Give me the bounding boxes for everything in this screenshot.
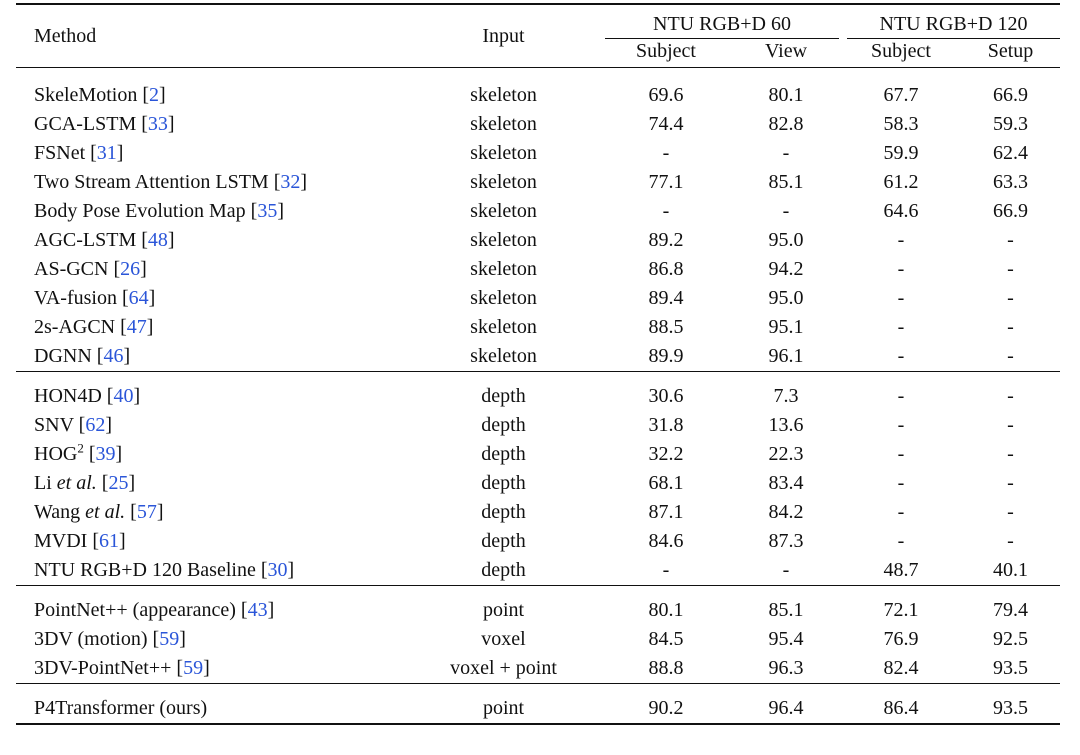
method-cell: Body Pose Evolution Map [35] [34, 200, 285, 222]
method-name: Li [34, 472, 52, 494]
view-60-cell: 96.1 [768, 345, 804, 367]
view-60-cell: 94.2 [768, 258, 804, 280]
method-cell: Wang et al. [57] [34, 501, 164, 523]
view-60-cell: 87.3 [768, 530, 804, 552]
table-row [16, 469, 1060, 498]
subject-60-cell: 89.4 [648, 287, 684, 309]
input-cell: skeleton [470, 171, 537, 193]
header-input: Input [406, 4, 601, 68]
subject-120-cell: 58.3 [883, 113, 919, 135]
setup-120-cell: 66.9 [993, 200, 1028, 222]
method-name: DGNN [34, 345, 92, 367]
table-row [16, 625, 1060, 654]
table-body [16, 68, 1060, 725]
subject-60-cell: 69.6 [648, 84, 684, 106]
view-60-cell: 95.1 [768, 316, 804, 338]
method-name: P4Transformer (ours) [34, 697, 208, 719]
subject-60-cell: - [662, 559, 670, 581]
setup-120-cell: - [1007, 258, 1014, 280]
method-cell: Li et al. [25] [34, 472, 136, 494]
setup-120-cell: - [1007, 229, 1014, 251]
table-row [16, 255, 1060, 284]
setup-120-cell: 59.3 [993, 113, 1028, 135]
table-row [16, 81, 1060, 110]
subject-60-cell: 88.8 [648, 657, 684, 679]
method-cell: Two Stream Attention LSTM [32] [34, 171, 308, 193]
input-cell: depth [481, 385, 526, 407]
subject-120-cell: - [897, 385, 905, 407]
table-row [16, 596, 1060, 625]
subject-120-cell: - [897, 345, 905, 367]
subject-120-cell: - [897, 501, 905, 523]
citation-link: 25 [108, 472, 129, 494]
subject-120-cell: - [897, 472, 905, 494]
view-60-cell: 95.4 [768, 628, 804, 650]
header-subject-120: Subject [871, 40, 931, 62]
citation-link: 62 [85, 414, 106, 436]
input-cell: depth [481, 443, 526, 465]
header-group-ntu60-label: NTU RGB+D 60 [605, 13, 839, 39]
subject-120-cell: - [897, 316, 905, 338]
header-setup-120: Setup [987, 40, 1034, 62]
method-cell: NTU RGB+D 120 Baseline [30] [34, 559, 295, 581]
table-row [16, 411, 1060, 440]
citation-link: 32 [280, 171, 301, 193]
setup-120-cell: - [1007, 287, 1014, 309]
setup-120-cell: - [1007, 316, 1014, 338]
view-60-cell: 80.1 [768, 84, 804, 106]
setup-120-cell: 93.5 [993, 657, 1028, 679]
setup-120-cell: 92.5 [993, 628, 1028, 650]
subject-120-cell: 48.7 [883, 559, 919, 581]
subject-120-cell: 72.1 [883, 599, 919, 621]
method-name: 3DV-PointNet++ [34, 657, 172, 679]
method-name: MVDI [34, 530, 88, 552]
table-row [16, 342, 1060, 372]
subject-120-cell: 82.4 [883, 657, 919, 679]
method-name: GCA-LSTM [34, 113, 137, 135]
citation-link: 64 [128, 287, 149, 309]
input-cell: skeleton [470, 200, 537, 222]
input-cell: skeleton [470, 84, 537, 106]
view-60-cell: 96.3 [768, 657, 804, 679]
method-name: FSNet [34, 142, 86, 164]
setup-120-cell: 40.1 [993, 559, 1028, 581]
citation-link: 59 [183, 657, 204, 679]
separator-cell [16, 586, 1060, 597]
view-60-cell: - [782, 200, 790, 222]
input-cell: skeleton [470, 229, 537, 251]
method-name: AGC-LSTM [34, 229, 137, 251]
subject-60-cell: 84.5 [648, 628, 684, 650]
header-group-ntu120 [841, 4, 1060, 39]
table-row [16, 498, 1060, 527]
header-view-60: View [764, 40, 808, 62]
subject-60-cell: 86.8 [648, 258, 684, 280]
table-row [16, 556, 1060, 586]
setup-120-cell: 79.4 [993, 599, 1028, 621]
citation-link: 48 [147, 229, 168, 251]
view-60-cell: 13.6 [768, 414, 804, 436]
subject-120-cell: - [897, 443, 905, 465]
method-name: Body Pose Evolution Map [34, 200, 246, 222]
setup-120-cell: - [1007, 345, 1014, 367]
subject-120-cell: - [897, 414, 905, 436]
method-cell: SNV [62] [34, 414, 112, 436]
citation-link: 39 [95, 443, 116, 465]
citation-link: 47 [126, 316, 147, 338]
table-row [16, 654, 1060, 684]
header-method: Method [16, 4, 406, 68]
subject-60-cell: 32.2 [648, 443, 684, 465]
method-name: AS-GCN [34, 258, 109, 280]
results-table [16, 3, 1060, 725]
method-name: Two Stream Attention LSTM [34, 171, 269, 193]
section-separator [16, 586, 1060, 597]
table-row [16, 382, 1060, 411]
method-cell: AGC-LSTM [48] [34, 229, 175, 251]
citation-link: 30 [267, 559, 288, 581]
method-italic: et al. [85, 501, 126, 523]
method-name: NTU RGB+D 120 Baseline [34, 559, 256, 581]
view-60-cell: 82.8 [768, 113, 804, 135]
view-60-cell: 95.0 [768, 229, 804, 251]
method-cell: 3DV (motion) [59] [34, 628, 186, 650]
citation-link: 46 [103, 345, 124, 367]
view-60-cell: 85.1 [768, 171, 804, 193]
separator-cell [16, 372, 1060, 383]
input-cell: depth [481, 414, 526, 436]
subject-60-cell: - [662, 200, 670, 222]
citation-link: 61 [99, 530, 120, 552]
view-60-cell: 95.0 [768, 287, 804, 309]
citation-link: 2 [149, 84, 160, 106]
method-cell [16, 694, 406, 724]
method-cell: 2s-AGCN [47] [34, 316, 154, 338]
table-row [16, 197, 1060, 226]
input-cell: depth [481, 530, 526, 552]
input-cell: voxel + point [450, 657, 557, 679]
subject-60-cell: 90.2 [601, 694, 731, 724]
subject-60-cell: - [662, 142, 670, 164]
input-cell: skeleton [470, 142, 537, 164]
setup-120-cell: - [1007, 472, 1014, 494]
method-name: Wang [34, 501, 81, 523]
setup-120-cell: - [1007, 501, 1014, 523]
view-60-cell: 7.3 [773, 385, 799, 407]
section-separator [16, 372, 1060, 383]
input-cell: point [482, 599, 525, 621]
subject-120-cell: - [897, 258, 905, 280]
citation-link: 35 [257, 200, 278, 222]
method-name: HOG [34, 443, 78, 465]
method-italic: et al. [56, 472, 97, 494]
table-row [16, 226, 1060, 255]
citation-link: 57 [136, 501, 157, 523]
header-group-ntu120-label: NTU RGB+D 120 [847, 13, 1060, 39]
setup-120-cell: - [1007, 530, 1014, 552]
view-60-cell: 84.2 [768, 501, 804, 523]
view-60-cell: 85.1 [768, 599, 804, 621]
input-cell: skeleton [470, 113, 537, 135]
header-rule-gap [16, 68, 1060, 82]
setup-120-cell: 62.4 [993, 142, 1028, 164]
input-cell: skeleton [470, 258, 537, 280]
subject-60-cell: 89.2 [648, 229, 684, 251]
input-cell: depth [481, 501, 526, 523]
table-row [16, 694, 1060, 724]
table-row [16, 110, 1060, 139]
method-cell: PointNet++ (appearance) [43] [34, 599, 275, 621]
method-cell: SkeleMotion [2] [34, 84, 166, 106]
input-cell: depth [481, 472, 526, 494]
subject-60-cell: 89.9 [648, 345, 684, 367]
table-row [16, 168, 1060, 197]
view-60-cell: - [782, 559, 790, 581]
subject-120-cell: 76.9 [883, 628, 919, 650]
subject-60-cell: 87.1 [648, 501, 684, 523]
section-separator [16, 684, 1060, 695]
subject-120-cell: - [897, 530, 905, 552]
header-group-ntu60 [601, 4, 841, 39]
input-cell: skeleton [470, 345, 537, 367]
method-cell: HON4D [40] [34, 385, 141, 407]
method-cell: FSNet [31] [34, 142, 124, 164]
subject-120-cell: 64.6 [883, 200, 919, 222]
table-header [16, 4, 1060, 68]
method-cell: HOG$^2$ [39] [34, 440, 123, 465]
method-name: SNV [34, 414, 74, 436]
method-cell: MVDI [61] [34, 530, 126, 552]
citation-link: 33 [147, 113, 168, 135]
citation-link: 31 [96, 142, 117, 164]
subject-60-cell: 68.1 [648, 472, 684, 494]
method-cell: DGNN [46] [34, 345, 131, 367]
input-cell: skeleton [470, 287, 537, 309]
subject-120-cell: - [897, 287, 905, 309]
table-row [16, 440, 1060, 469]
setup-120-cell: 66.9 [993, 84, 1028, 106]
citation-link: 43 [247, 599, 268, 621]
subject-120-cell: - [897, 229, 905, 251]
view-60-cell: - [782, 142, 790, 164]
method-name: VA-fusion [34, 287, 117, 309]
method-name: SkeleMotion [34, 84, 138, 106]
table-row [16, 284, 1060, 313]
method-name: PointNet++ (appearance) [34, 599, 236, 621]
method-superscript: 2 [77, 440, 84, 456]
setup-120-cell: - [1007, 385, 1014, 407]
method-cell: 3DV-PointNet++ [59] [34, 657, 210, 679]
separator-cell [16, 684, 1060, 695]
subject-60-cell: 77.1 [648, 171, 684, 193]
subject-60-cell: 31.8 [648, 414, 684, 436]
subject-60-cell: 74.4 [648, 113, 684, 135]
subject-60-cell: 80.1 [648, 599, 684, 621]
input-cell: point [406, 694, 601, 724]
separator-cell [16, 68, 1060, 82]
method-name: HON4D [34, 385, 102, 407]
method-name: 3DV (motion) [34, 628, 153, 650]
view-60-cell: 83.4 [768, 472, 804, 494]
input-cell: voxel [481, 628, 526, 650]
setup-120-cell: - [1007, 443, 1014, 465]
subject-120-cell: 59.9 [883, 142, 919, 164]
setup-120-cell: 63.3 [993, 171, 1028, 193]
header-subject-60: Subject [636, 40, 696, 62]
table-row [16, 139, 1060, 168]
subject-60-cell: 88.5 [648, 316, 684, 338]
method-cell: GCA-LSTM [33] [34, 113, 175, 135]
view-60-cell: 96.4 [731, 694, 841, 724]
subject-60-cell: 84.6 [648, 530, 684, 552]
input-cell: skeleton [470, 316, 537, 338]
citation-link: 40 [113, 385, 134, 407]
setup-120-cell: 93.5 [961, 694, 1060, 724]
view-60-cell: 22.3 [768, 443, 804, 465]
citation-link: 59 [159, 628, 180, 650]
method-cell: AS-GCN [26] [34, 258, 147, 280]
method-cell: VA-fusion [64] [34, 287, 156, 309]
input-cell: depth [481, 559, 526, 581]
citation-link: 26 [120, 258, 141, 280]
table-row [16, 313, 1060, 342]
subject-120-cell: 67.7 [883, 84, 919, 106]
table-row [16, 527, 1060, 556]
subject-120-cell: 86.4 [841, 694, 961, 724]
setup-120-cell: - [1007, 414, 1014, 436]
subject-120-cell: 61.2 [883, 171, 919, 193]
method-name: 2s-AGCN [34, 316, 116, 338]
subject-60-cell: 30.6 [648, 385, 684, 407]
